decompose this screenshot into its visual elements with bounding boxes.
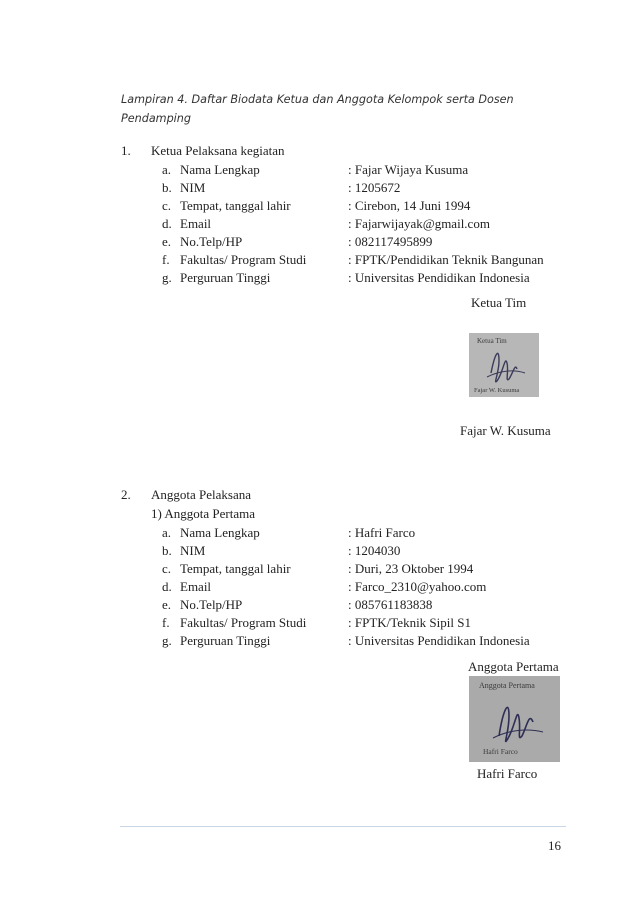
field-letter: f.	[162, 252, 170, 267]
caption-line-1: Lampiran 4. Daftar Biodata Ketua dan Anggota Kelompok serta Dosen	[121, 93, 514, 106]
field-letter: b.	[162, 180, 172, 195]
field-value: : 085761183838	[348, 597, 433, 612]
signature-stamp-1	[469, 333, 539, 397]
field-label: Perguruan Tinggi	[180, 633, 271, 648]
field-label: Nama Lengkap	[180, 525, 260, 540]
field-letter: c.	[162, 198, 172, 213]
field-label: NIM	[180, 543, 206, 558]
field-label: Email	[180, 216, 212, 231]
stamp-top-text: Ketua Tim	[477, 337, 507, 345]
field-row	[0, 615, 638, 633]
field-row	[0, 162, 638, 180]
field-label: Tempat, tanggal lahir	[180, 561, 291, 576]
field-value: : Farco_2310@yahoo.com	[348, 579, 487, 594]
section-1-role: Ketua Tim	[471, 295, 527, 310]
field-value: : Universitas Pendidikan Indonesia	[348, 270, 530, 285]
field-letter: c.	[162, 561, 172, 576]
field-row	[0, 216, 638, 234]
field-letter: a.	[162, 162, 172, 177]
field-letter: d.	[162, 216, 172, 231]
section-2-signer-name: Hafri Farco	[477, 766, 538, 781]
field-letter: f.	[162, 615, 170, 630]
field-letter: a.	[162, 525, 172, 540]
field-row	[0, 252, 638, 270]
page-number: 16	[548, 838, 561, 853]
field-row	[0, 579, 638, 597]
section-2-subheading: 1) Anggota Pertama	[151, 506, 255, 521]
section-2-title: Anggota Pelaksana	[151, 487, 252, 502]
field-row	[0, 633, 638, 651]
section-1-number: 1.	[121, 143, 131, 158]
field-value: : Duri, 23 Oktober 1994	[348, 561, 474, 576]
field-value: : Cirebon, 14 Juni 1994	[348, 198, 471, 213]
field-label: Perguruan Tinggi	[180, 270, 271, 285]
field-row	[0, 597, 638, 615]
field-letter: g.	[162, 633, 172, 648]
stamp-bottom-text: Hafri Farco	[483, 747, 518, 756]
field-row	[0, 561, 638, 579]
field-row	[0, 198, 638, 216]
field-value: : Fajar Wijaya Kusuma	[348, 162, 469, 177]
caption-line-2: Pendamping	[121, 112, 191, 125]
field-letter: d.	[162, 579, 172, 594]
field-row	[0, 270, 638, 288]
field-label: Fakultas/ Program Studi	[180, 615, 307, 630]
field-value: : 1205672	[348, 180, 401, 195]
footer-divider	[120, 826, 566, 827]
field-label: Fakultas/ Program Studi	[180, 252, 307, 267]
signature-stamp-2	[469, 676, 560, 762]
field-letter: g.	[162, 270, 172, 285]
field-label: Nama Lengkap	[180, 162, 260, 177]
field-value: : 1204030	[348, 543, 401, 558]
stamp-bottom-text: Fajar W. Kusuma	[474, 387, 520, 394]
field-label: No.Telp/HP	[180, 597, 243, 612]
field-letter: e.	[162, 597, 172, 612]
field-row	[0, 525, 638, 543]
field-value: : FPTK/Teknik Sipil S1	[348, 615, 471, 630]
field-label: No.Telp/HP	[180, 234, 243, 249]
field-row	[0, 180, 638, 198]
field-value: : 082117495899	[348, 234, 433, 249]
field-label: NIM	[180, 180, 206, 195]
section-1-signer-name: Fajar W. Kusuma	[460, 423, 551, 438]
field-label: Email	[180, 579, 212, 594]
field-letter: e.	[162, 234, 172, 249]
field-letter: b.	[162, 543, 172, 558]
section-2-role: Anggota Pertama	[468, 659, 559, 674]
section-2-number: 2.	[121, 487, 131, 502]
field-value: : FPTK/Pendidikan Teknik Bangunan	[348, 252, 544, 267]
field-label: Tempat, tanggal lahir	[180, 198, 291, 213]
section-1-title: Ketua Pelaksana kegiatan	[151, 143, 285, 158]
stamp-top-text: Anggota Pertama	[479, 681, 535, 690]
field-row	[0, 543, 638, 561]
field-value: : Fajarwijayak@gmail.com	[348, 216, 490, 231]
field-row	[0, 234, 638, 252]
field-value: : Hafri Farco	[348, 525, 416, 540]
field-value: : Universitas Pendidikan Indonesia	[348, 633, 530, 648]
